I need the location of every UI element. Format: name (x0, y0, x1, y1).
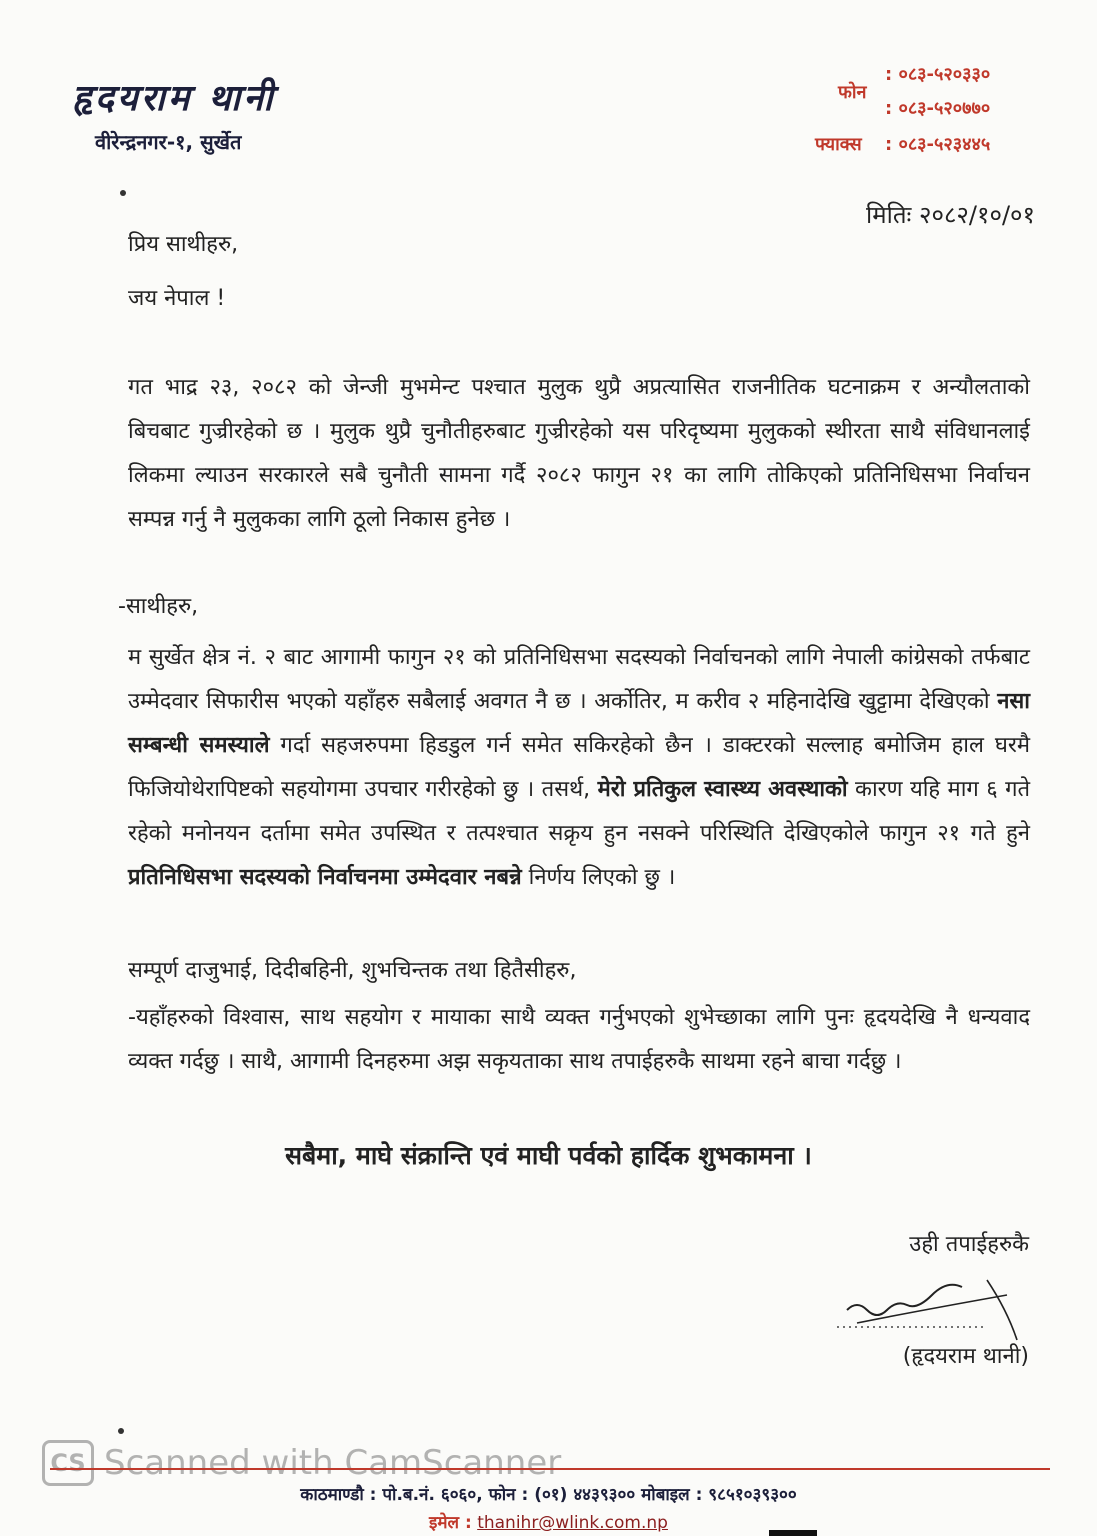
paragraph-2-bold-1: नसा सम्बन्धी समस्याले (128, 689, 1030, 758)
camscanner-watermark (42, 1440, 561, 1486)
email-label: इमेल : (429, 1513, 472, 1533)
phone-number-2: : ०८३-५२०७७० (885, 98, 991, 119)
paragraph-2-bold-3: प्रतिनिधिसभा सदस्यको निर्वाचनमा उम्मेदवार नबन्ने (128, 865, 522, 890)
footer-address-contacts: काठमाण्डौ : पो.ब.नं. ६०६०, फोन : (०१) ४४३९३०० मोबाइल : ९८५१०३९३०० (300, 1485, 797, 1505)
signature-image (827, 1265, 1027, 1345)
paragraph-2-part-1: म सुर्खेत क्षेत्र नं. २ बाट आगामी फागुन २१ को प्रतिनिधिसभा सदस्यको निर्वाचनको लागि नेपाली कांग्रेसको तर्फबाट उम्मेदवार सिफारीस भएको यहाँहरु सबैलाई अवगत नै छ । अर्कोतिर, म करीव २ महिनादेखि खुट्टामा देखिएको (128, 645, 1030, 714)
letter-date: मितिः २०८२/१०/०१ (866, 201, 1035, 229)
footer-divider (50, 1468, 1050, 1470)
paragraph-2-part-3: कारण यहि माग ६ गते रहेको मनोनयन दर्तामा समेत उपस्थित र तत्पश्चात सक्रृय हुन नसक्ने परिस्थिति देखिएकोले फागुन २१ गते हुने (128, 777, 1030, 846)
sender-address: वीरेन्द्रनगर-१, सुर्खेत (95, 130, 242, 154)
paragraph-1: गत भाद्र २३, २०८२ को जेन्जी मुभमेन्ट पश्चात मुलुक थुप्रै अप्रत्यासित राजनीतिक घटनाक्रम र अन्यौलताको बिचबाट गुज्रीरहेको छ । मुलुक थुप्रै चुनौतीहरुबाट गुज्रीरहेको यस परिदृष्यमा मुलुकको स्थीरता साथै संविधानलाई लिकमा ल्याउन सरकारले सबै चुनौती सामना गर्दै २०८२ फागुन २१ का लागि तोकिएको प्रतिनिधिसभा निर्वाचन सम्पन्न गर्नु नै मुलुकका लागि ठूलो निकास हुनेछ । (128, 375, 1030, 532)
footer-email-line (0, 1510, 1097, 1533)
phone-number-1: : ०८३-५२०३३० (885, 64, 991, 85)
paragraph-2-part-2: गर्दा सहजरुपमा हिडडुल गर्न समेत सकिरहेको छैन । डाक्टरको सल्लाह बमोजिम हाल घरमै फिजियोथेरापिष्टको सहयोगमा उपचार गरीरहेको छु । तसर्थ, (128, 733, 1030, 802)
paragraph-2-part-4: निर्णय लिएको छु । (521, 865, 676, 890)
greeting: जय नेपाल ! (128, 286, 226, 311)
sender-name: हृदयराम थानी (72, 78, 276, 119)
festival-wishes: सबैमा, माघे संक्रान्ति एवं माघी पर्वको हार्दिक शुभकामना । (285, 1141, 812, 1170)
paragraph-3: -यहाँहरुको विश्वास, साथ सहयोग र मायाका साथै व्यक्त गर्नुभएको शुभेच्छाका लागि पुनः हृदयदेखि नै धन्यवाद व्यक्त गर्दछु । साथै, आगामी दिनहरुमा अझ सकृयताका साथ तपाईहरुकै साथमा रहने बाचा गर्दछु । (128, 1005, 1030, 1074)
camscanner-logo-icon: CS (42, 1440, 94, 1486)
scan-edge-mark (769, 1530, 817, 1536)
friends-address: -साथीहरु, (118, 594, 199, 619)
scan-speck (118, 1428, 124, 1434)
fax-number: : ०८३-५२३४४५ (885, 134, 991, 155)
paragraph-2-bold-2: मेरो प्रतिकुल स्वास्थ्य अवस्थाको (597, 777, 848, 802)
fax-label: फ्याक्स (815, 134, 862, 155)
salutation: प्रिय साथीहरु, (128, 232, 239, 257)
sign-off: उही तपाईहरुकै (909, 1232, 1029, 1257)
email-link[interactable]: thanihr@wlink.com.np (477, 1513, 668, 1533)
paragraph-2 (128, 636, 1030, 900)
scan-speck (120, 190, 126, 196)
watermark-text: Scanned with CamScanner (104, 1443, 562, 1483)
signatory-name: (हृदयराम थानी) (902, 1344, 1029, 1369)
all-address: सम्पूर्ण दाजुभाई, दिदीबहिनी, शुभचिन्तक तथा हितैसीहरु, (128, 958, 577, 983)
phone-label: फोन (838, 82, 867, 103)
